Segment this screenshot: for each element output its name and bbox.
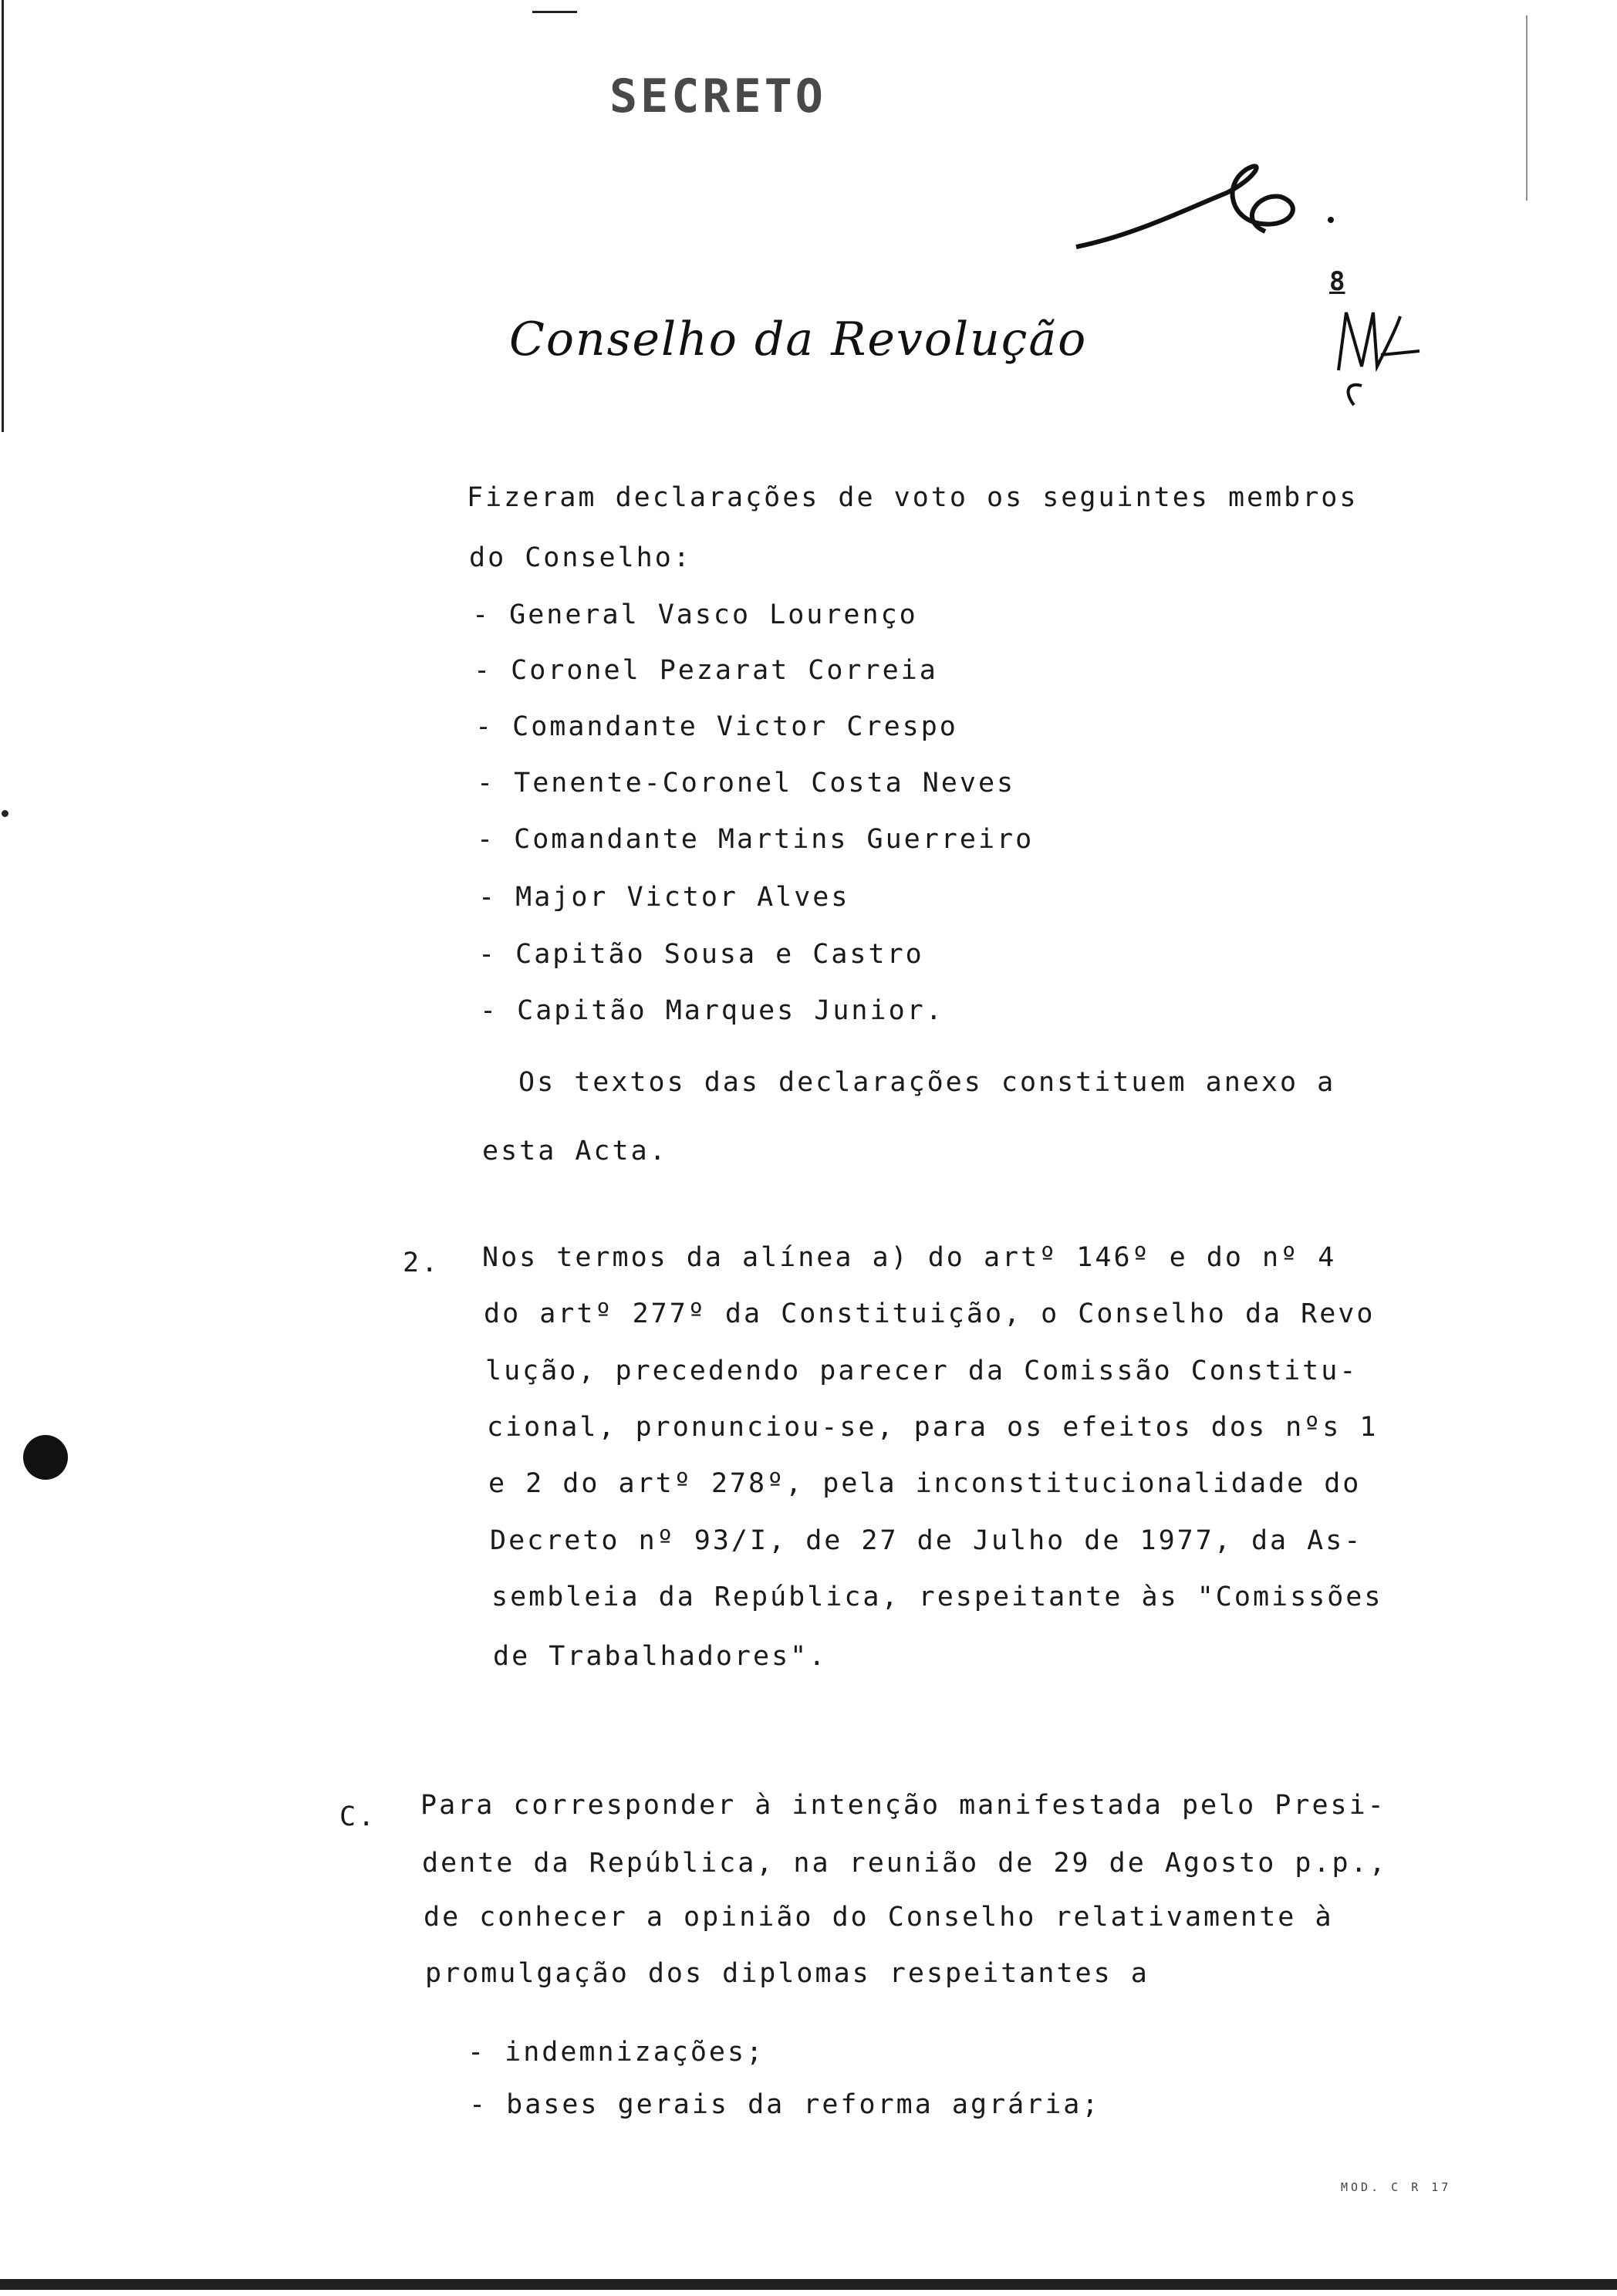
voter-item: - Comandante Martins Guerreiro <box>477 824 1035 855</box>
left-edge-line <box>2 0 4 432</box>
item-c-bullet: - bases gerais da reforma agrária; <box>469 2089 1101 2120</box>
item-2-line: de Trabalhadores". <box>493 1641 828 1672</box>
item-2-marker: 2. <box>403 1248 441 1278</box>
intro-line-2: do Conselho: <box>469 542 692 573</box>
item-2-line: lução, precedendo parecer da Comissão Constitu- <box>485 1356 1359 1386</box>
item-c-bullet: - indemnizações; <box>468 2037 765 2068</box>
voter-item: - Major Victor Alves <box>478 882 850 913</box>
voter-item: - General Vasco Lourenço <box>472 599 918 630</box>
margin-dot-mark <box>2 810 8 817</box>
right-edge-line <box>1526 15 1528 201</box>
voter-item: - Coronel Pezarat Correia <box>474 655 938 686</box>
initials-mark <box>1319 297 1427 405</box>
punch-hole-mark <box>23 1435 68 1480</box>
bottom-edge-line <box>0 2279 1617 2290</box>
item-2-line: do artº 277º da Constituição, o Conselho da Revo <box>484 1298 1376 1329</box>
item-c-line: de conhecer a opinião do Conselho relativamente à <box>424 1902 1334 1933</box>
item-2-line: cional, pronunciou-se, para os efeitos dos nºs 1 <box>487 1412 1379 1443</box>
annex-note-line-1: Os textos das declarações constituem anexo a <box>518 1067 1336 1098</box>
annex-note-line-2: esta Acta. <box>482 1136 668 1167</box>
footer-form-code: MOD. C R 17 <box>1341 2180 1452 2194</box>
item-2-line: e 2 do artº 278º, pela inconstitucionalidade do <box>488 1468 1362 1499</box>
page-number: 8 <box>1329 266 1345 297</box>
item-c-marker: C. <box>339 1801 377 1832</box>
item-2-line: sembleia da República, respeitante às "Comissões <box>491 1582 1383 1612</box>
voter-item: - Tenente-Coronel Costa Neves <box>477 768 1016 799</box>
item-c-line: dente da República, na reunião de 29 de Agosto p.p., <box>422 1848 1388 1879</box>
item-2-line: Decreto nº 93/I, de 27 de Julho de 1977, da As- <box>490 1525 1363 1556</box>
item-2-line: Nos termos da alínea a) do artº 146º e do nº 4 <box>482 1242 1337 1273</box>
voter-item: - Capitão Sousa e Castro <box>478 939 924 970</box>
intro-line-1: Fizeram declarações de voto os seguintes membros <box>467 482 1359 513</box>
voter-item: - Capitão Marques Junior. <box>480 995 944 1026</box>
secret-stamp: SECRETO <box>609 69 826 123</box>
header-title: Conselho da Revolução <box>509 312 1088 366</box>
signature-mark <box>1072 150 1350 282</box>
top-rule-mark <box>532 11 577 13</box>
item-c-line: promulgação dos diplomas respeitantes a <box>425 1958 1149 1989</box>
voter-item: - Comandante Victor Crespo <box>475 711 958 742</box>
item-c-line: Para corresponder à intenção manifestada pelo Presi- <box>420 1790 1386 1821</box>
